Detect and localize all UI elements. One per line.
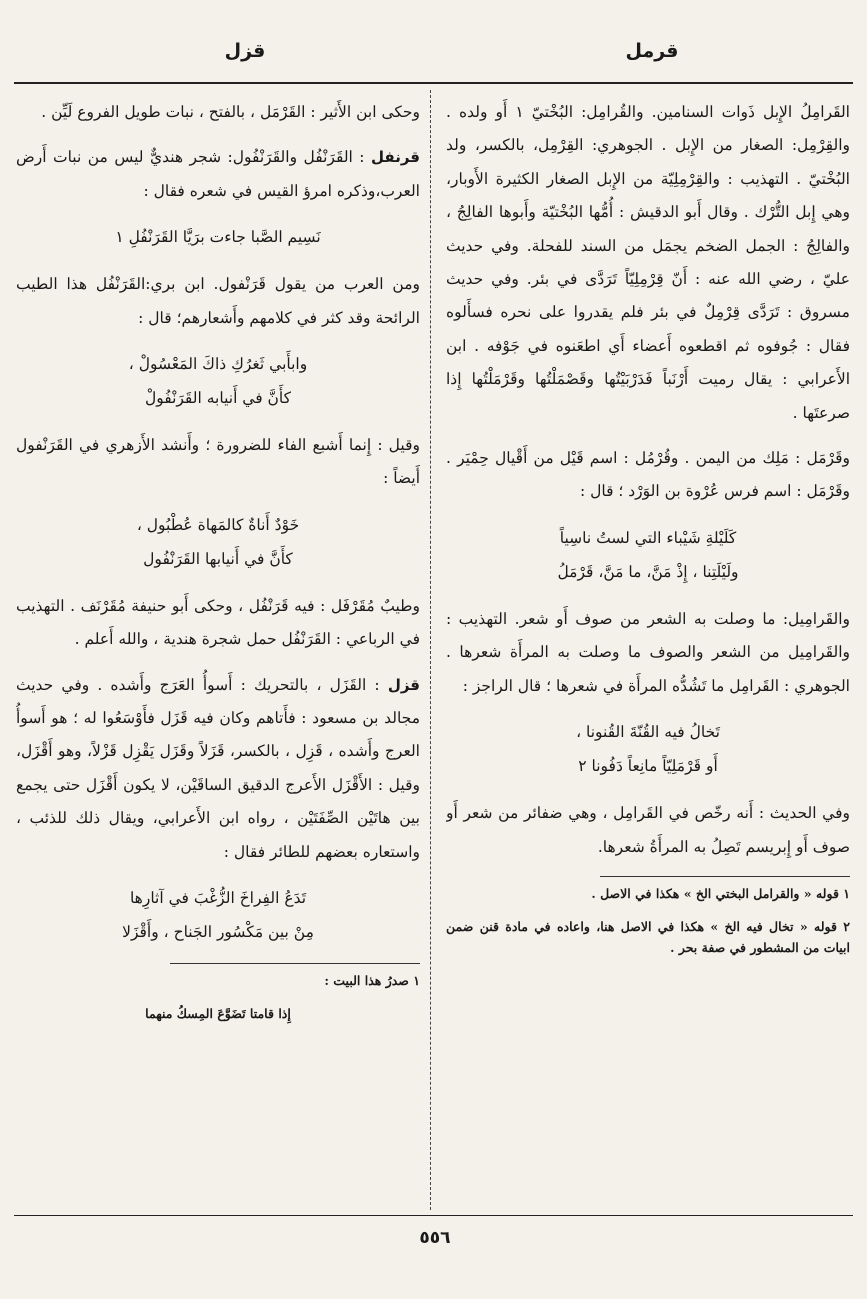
headword: قرنفل bbox=[371, 148, 420, 167]
verse bbox=[16, 220, 420, 254]
running-header-left: قزل bbox=[224, 40, 266, 62]
entry-paragraph: وقيل : إِنما أَشبع الفاء للضرورة ؛ وأَنشد الأَزهري في القَرَنْفول أَيضاً : bbox=[16, 436, 420, 488]
entry-paragraph: وقَرْمَل : مَلِك من اليمن . وقُرْمُل : اسم قَيْل من أَقْيال حِمْيَر . وقَرْمَل : اسم فرس عُرْوة بن الوَرْد ؛ قال : bbox=[446, 449, 850, 501]
verse-line: تَدَعُ الفِراخَ الزُّغْبَ في آثارِها bbox=[129, 889, 307, 908]
headword: قزل bbox=[387, 675, 420, 694]
verse-line: خَوْدٌ أَناةٌ كالمَهاة عُطْبُول ، bbox=[136, 515, 300, 534]
footnote: ٢ قوله « تخال فيه الخ » هكذا في الاصل هنا، واعاده في مادة قنن ضمن ابيات من المشطور في صفة بحر . bbox=[446, 918, 850, 955]
entry-text: : القَرَنْفُل والقَرَنْفُول: شجر هنديٌّ ليس من نبات أَرض العرب،وذكره امرؤ القيس في شعره فقال : bbox=[16, 148, 420, 200]
right-column bbox=[446, 96, 850, 1211]
entry-paragraph bbox=[16, 141, 420, 208]
verse bbox=[16, 881, 420, 949]
verse-line: نَسِيم الصَّبا جاءت برَيَّا القَرَنْفُلِ ١ bbox=[115, 228, 321, 247]
entry-paragraph: وفي الحديث : أَنه رخّص في القَرامِل ، وهي ضفائر من شعر أَو صوف أَو إِبريسم تَصِلُ به المرأَةُ شعرها. bbox=[446, 804, 850, 856]
entry-paragraph bbox=[16, 669, 420, 869]
column-separator bbox=[430, 90, 431, 1210]
verse-line: كأَنَّ في أَنيابه القَرَنْفُولْ bbox=[144, 389, 292, 408]
verse-line: مِنْ بين مَكْسُور الجَناح ، وأَقْزَلا bbox=[122, 923, 314, 942]
verse-line: وابأَبي ثَغرُكِ ذاكَ المَعْسُولْ ، bbox=[128, 355, 308, 374]
entry-paragraph: القَرامِلُ الإِبل ذَوات السنامين. والقُرامِل: البُخْتيّ ١ أَو ولده . والقِرْمِل: الصغار من الإِبل . الجوهري: القِرْمِل، بالكسر، ولد البُخْتيّ . التهذيب : والقِرْمِلِيّة من الإِبل الصغار الكثيرة الأَوبار، وهي إِبل التُّرْك . وقال أَبو الدقيش : أُمُّها البُخْتيّة وأَبوها الفالِجُ ، والفالِجُ : الجمل الضخم يجمَل من السند للفحلة. وفي حديث عليّ ، رضي الله عنه : أَنّ قِرْمِلِيّاً تَرَدَّى في بئر. وفي حديث مسروق : تَرَدَّى قِرْمِلٌ في بئر فلم يقدروا على نحره فسأَلوه فقال : جُوفوه ثم اقطعوه أَعضاء أَي اطعَنوه في جَوْفه . ابن الأَعرابي : يقال رميت أَرْنَباً فَدَرْبَيْتُها وقَصْمَلْتُها وقَرْمَلْتُها إِذا صرعتَها . bbox=[446, 103, 850, 422]
verse bbox=[446, 521, 850, 589]
footnote: ١ قوله « والقرامل البختي الخ » هكذا في الاصل . bbox=[591, 885, 850, 901]
verse-line: تَخالُ فيه القُنّةَ القُنونا ، bbox=[576, 723, 720, 742]
left-column bbox=[16, 96, 420, 1211]
running-header-right: قرمل bbox=[625, 40, 679, 62]
footnote-rule bbox=[170, 963, 420, 964]
entry-paragraph: والقَرامِيل: ما وصلت به الشعر من صوف أَو شعر. التهذيب : والقَرامِيل من الشعر والصوف ما وصلت به المرأَة شعرها . الجوهري : القَرامِل ما تَشُدُّه المرأَة في شعرها ؛ قال الراجز : bbox=[446, 609, 850, 695]
footnote: ١ صدرُ هذا البيت : bbox=[324, 973, 420, 989]
footnote-rule bbox=[600, 876, 850, 877]
page-number: ٥٥٦ bbox=[419, 1228, 451, 1248]
verse-line: أَو قَرْمَلِيّاً مانِعاً دَفُونا ٢ bbox=[578, 757, 718, 776]
footnote: إِذا قامتا تَضَوَّعَ المِسكُ منهما bbox=[145, 1006, 291, 1022]
entry-paragraph: وطيبٌ مُقَرْفَل : فيه قَرَنْفُل ، وحكى أَبو حنيفة مُقَرْنَف . التهذيب في الرباعي : القَرَنْفُل حمل شجرة هندية ، والله أَعلم . bbox=[16, 596, 420, 649]
entry-paragraph: وحكى ابن الأَثير : القَرْمَل ، بالفتح ، نبات طويل الفروع لَيِّن . bbox=[41, 103, 420, 121]
footer-rule bbox=[14, 1215, 853, 1216]
header-rule bbox=[14, 82, 853, 84]
verse bbox=[16, 508, 420, 576]
entry-paragraph: ومن العرب من يقول قَرَنْفول. ابن بري:القَرَنْفُل هذا الطيب الرائحة وقد كثر في كلامهم وأَشعارهم؛ قال : bbox=[16, 275, 420, 327]
verse bbox=[446, 715, 850, 783]
verse-line: ولَيْلَتِنا ، إِذْ مَنَّ، ما مَنَّ، قَرْمَلُ bbox=[557, 562, 739, 581]
verse-line: كأَنَّ في أَنيابها القَرَنْفُول bbox=[143, 549, 293, 568]
verse-line: كَلَيْلةِ شَيْباء التي لستُ ناسِياً bbox=[559, 528, 737, 547]
verse bbox=[16, 347, 420, 415]
entry-text: : القَزَل ، بالتحريك : أَسوأُ العَرَج وأَشده . وفي حديث مجالد بن مسعود : فأَتاهم وكان فيه قَزَل فأَوْسَعُوا له ؛ هو أَسوأُ العرج وأَشده ، قَزِل ، بالكسر، قَزَلاً وقَزَل يَقْزِل قَزْلاً، وهو أَقْزَل، وقيل : الأَقْزَل الأَعرج الدقيق الساقَيْن، لا يكون أَقْزَل حتى يجمع بين هاتَيْن الصِّفَتَيْن ، رواه ابن الأَعرابي، ويقال ذلك للذئب ، واستعاره بعضهم للطائر فقال : bbox=[16, 675, 420, 861]
